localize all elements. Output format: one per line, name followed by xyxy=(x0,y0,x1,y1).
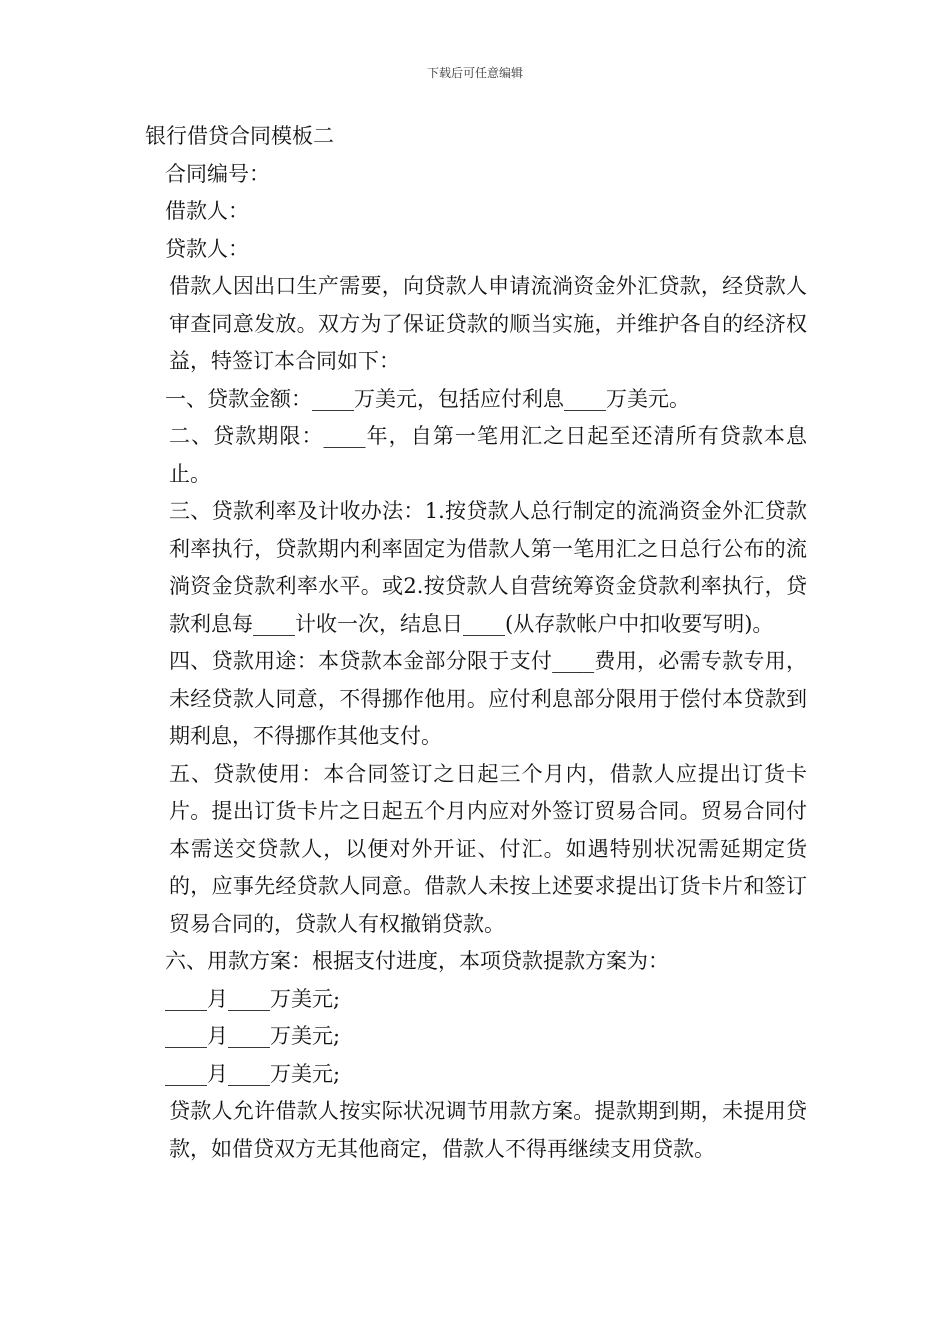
document-title: 银行借贷合同模板二 xyxy=(145,124,334,148)
clause-1: 一、贷款金额：____万美元，包括应付利息____万美元。 xyxy=(165,386,690,411)
plan-line: ____月____万美元; xyxy=(165,986,341,1011)
clause-3: 三、贷款利率及计收办法：1.按贷款人总行制定的流淌资金外汇贷款利率执行，贷款期内利率固定为借款人第一笔用汇之日总行公布的流淌资金贷款利率水平。或2.按贷款人自营统筹资金贷款利率执行，贷款利息每____计收一次，结息日____(从存款帐户中扣收要写明)。 xyxy=(169,499,807,636)
intro-paragraph: 借款人因出口生产需要，向贷款人申请流淌资金外汇贷款，经贷款人审查同意发放。双方为了保证贷款的顺当实施，并维护各自的经济权益，特签订本合同如下： xyxy=(169,274,807,373)
header-note: 下载后可任意编辑 xyxy=(426,66,523,80)
plan-line: ____月____万美元; xyxy=(165,1024,341,1048)
clause-5: 五、贷款使用：本合同签订之日起三个月内，借款人应提出订货卡片。提出订货卡片之日起五个月内应对外签订贸易合同。贸易合同付本需送交贷款人，以便对外开证、付汇。如遇特别状况需延期定货的，应事先经贷款人同意。借款人未按上述要求提出订货卡片和签订贸易合同的，贷款人有权撤销贷款。 xyxy=(169,761,807,936)
borrower-label: 借款人： xyxy=(165,199,249,223)
plan-line: ____月____万美元; xyxy=(165,1061,341,1086)
lender-label: 贷款人： xyxy=(165,236,249,261)
clause-6: 六、用款方案：根据支付进度，本项贷款提款方案为： xyxy=(165,949,669,973)
document-body xyxy=(145,118,807,1168)
closing-paragraph: 贷款人允许借款人按实际状况调节用款方案。提款期到期，未提用贷款，如借贷双方无其他商定，借款人不得再继续支用贷款。 xyxy=(169,1099,807,1161)
clause-4: 四、贷款用途：本贷款本金部分限于支付____费用，必需专款专用，未经贷款人同意，不得挪作他用。应付利息部分限用于偿付本贷款到期利息，不得挪作其他支付。 xyxy=(169,649,807,748)
contract-no-label: 合同编号： xyxy=(165,161,270,186)
clause-2: 二、贷款期限：____年，自第一笔用汇之日起至还清所有贷款本息止。 xyxy=(169,424,807,486)
